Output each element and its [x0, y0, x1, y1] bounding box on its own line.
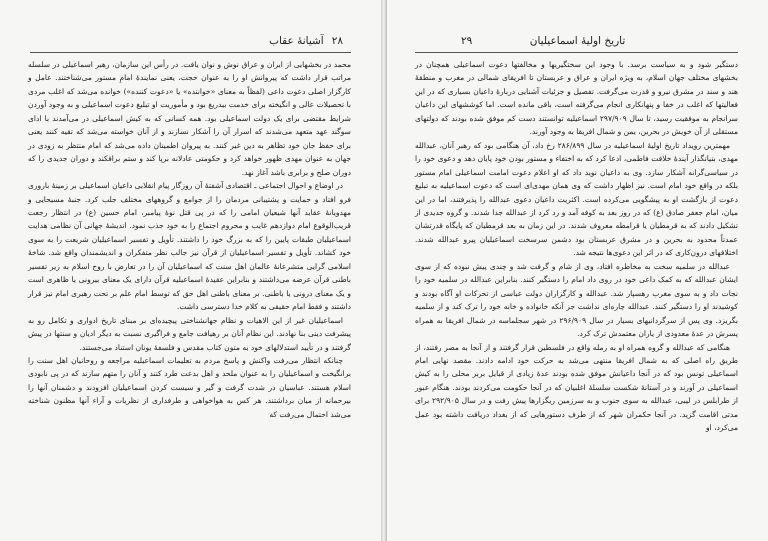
right-paragraph-4: هنگامی که عبدالله و گروه همراه او به رمله واقع در فلسطین قرار گرفتند و از آنجا به مصر رفتند، از طریق راه اصلی که به شمال افریقا منتهی می‌شد به حرکت خود ادامه دادند. مقصد نهایی امام اسماعیلی تونس بود که در آنجا داعیانش موفق شده بودند عدهٔ زیادی از قبایل بربر محلی را به کیش اسماعیلی در آورند و در آستانهٔ شکست سلسلهٔ اغلبیان که در آنجا حکومت می‌کردند بودند. هنگام عبور از طرابلس در لیبی، عبدالله به سوی جنوب و به سرزمین ریگزارها پیش رفت و در سال ۲۹۲/۹۰۵ برای مدتی اقامت گزید. در آنجا حکمران شهر که از طرف دستورهایی که از بغداد دریافت داشته بود عمل می‌کرد، او: [415, 342, 738, 433]
left-paragraph-2: در اوضاع و احوال اجتماعی ـ اقتصادی آشفتهٔ آن روزگار پیام انقلابی داعیان اسماعیلی بر زمینهٔ باروری فرو افتاد و حمایت و پشتیبانی مردمان را از جوامع و گروههای مختلف جلب کرد. جنبهٔ مسیحایی و مهدویانهٔ عقاید آنها شیعیان امامی را که در پی قتل نوهٔ پیامبر، امام حسین (ع) در انتظار رجعت قریب‌الوقوع امام دوازدهم غایب و محروم اجتماع را به خود جذب نمود. اندیشهٔ جهانی آن نظامی هدایت اسماعیلیان طبقات پایین را که به بزرگ خود را داشتند. تأویل و تفسیر اسماعیلیان شریعت را به سوی خود کشاند. تأویل و تفسیر اسماعیلیان از قرآن نیز جالب نظر متفکران و اندیشمندان واقع شد. شاخهٔ اسلامی گرایی متشرعانهٔ عالمان اهل سنت که اسماعیلیان آن را در تعارض با روح اسلام به زیر تفسیر باطنی قرآن عرضه می‌داشتند و بنابراین عقیدهٔ اسماعیلیه قرآن دارای یک معنای بیرونی یا ظاهری است و یک معنای درونی یا باطنی. بر معنای باطنی اهل حق که توسط امام علم بر تحت رهبری امام نیز قرار داشتند و فقط امام حقیقی به کلام خدا دسترسی داشت.: [28, 181, 351, 312]
left-running-head: [269, 34, 343, 48]
left-page-number: ۲۸: [331, 35, 343, 47]
left-paragraph-1: محمد در بخشهایی از ایران و عراق نوش و نوان یافت. در رأس این سازمان، رهبر اسماعیلی در سلسله مراتب قرار داشت که پیروانش او را به عنوان حجت، یعنی نمایندهٔ امامِ مستور می‌شناختند. عامل و کارگزار اصلی دعوت داعی (لفظاً به معنای «خواننده» یا «دعوت کننده») خوانده می‌شد که اغلب مردی با تحصیلات عالی و انگیخته برای خدمت بیدریغ بود و مأموریت او تبلیغ دعوت اسماعیلی و به وجود آوردن شرایط مقتضی برای یک دولت اسماعیلی بود. همه کسانی که به کیش اسماعیلی در می‌آمدند با ادای سوگند عهد متعهد می‌شدند که اسرار آن را آشکار نسازند و از آنان خواسته می‌شد که تقیه کنند یعنی برای حفظ جان خود تظاهر به دین غیر کنند. به پیروان اطمینان داده می‌شد که امام منتظر به زودی در جهان به عنوان مهدی ظهور خواهد کرد و حکومتی عادلانه برپا کند و ستم برافکند و دوران جدیدی را که دوران صلح و برابری باشد آغاز نهد.: [28, 60, 351, 177]
right-body-text: [415, 58, 738, 435]
right-header-rule: [415, 52, 738, 53]
right-page: [387, 0, 768, 541]
right-page-number: ۲۹: [461, 35, 473, 47]
right-paragraph-1: دستگیر شود و به سیاست برسد. با وجود این سختگیریها و مخالفتها دعوت اسماعیلی همچنان در بخشهای مختلف جهان اسلام، به ویژه ایران و عراق و عربستان تا افریقای شمالی در مغرب و منطقهٔ هند و سند در مشرق نیرو و قدرت می‌گرفت. تفصیل و جزئیات آشنایی دربارهٔ داعیان بسیاری که در این فعالیتها که اغلب در خفا و پنهانکاری انجام می‌گرفته است، باقی مانده است. اما کوششهای این داعیان سرانجام به موفقیت رسید، تا سال ۲۹۷/۹۰۹ اسماعیلیه توانستند دست کم موفق شده بودند که دولتهای مستقلی از آن خویش در بحرین، یمن و شمال افریقا به وجود آورند.: [415, 60, 738, 137]
right-paragraph-3: عبدالله در سلمیه سخت به مخاطره افتاد، وی از شام و گرفت شد و چندی پیش نبوده که از سوی ایشان عبدالله که به کمک داعی خود در روی داد امام را دستگیر کنند. بنابراین عبدالله در سلمیه خود را نجات داد و به سوی مغرب رهسپار شد. عبدالله و کارگزاران دولت عباسی از تحرکات او آگاه بودند و کوشیدند او را دستگیر کنند. عبدالله چاره‌ای نداشت جز آنکه خانواده و خانه خود را ترک کند و از سلمیه بگریزد. وی پس از سرگردانیهای بسیار در سال ۲۹۶/۹۰۹ در شهر سجلماسه در شمال افریقا به همراه پسرش در عدهٔ معدودی از یاران معتمدش ترک کرد.: [415, 261, 738, 339]
right-paragraph-2: مهمترین رویداد تاریخ اولیهٔ اسماعیلیه در سال ۲۸۶/۸۹۹ رخ داد، آن هنگامی بود که رهبر آنان، عبدالله مهدی، بنیانگذار آیندهٔ خلافت فاطمی، ادعا کرد که به اختفاء و مستور بودن خود پایان دهد و دعوی خود را در سیاسی‌گرانه آشکار سازد. وی به داعیان نوید داد که او اعلام دعوت امامت اسماعیلی امام مستور بلکه در واقع خود امام است. نیز اظهار داشت که وی همان مهدی‌ای است که دعوت اسماعیلیه به تبلیغ دعوت از بازگشت او به پیشگویی می‌کرده است. اکثریت داعیان دعوی عبدالله را پذیرفتند، اما در این میان، امام جعفر صادق (ع) که در روز بعد به کوفه آمد و رد کرد از عبدالله جدا شدند. و گروه جدیدی از تشکیل دادند که به قرمطیان یا قرامطه معروف شدند. در این زمان به بعد قرمطیان که پایگاه قدرتشان عمدتاً محدود به بحرین و در مشرق عربستان بود دشمن سرسخت اسماعیلیان پیرو عبدالله شدند. اختلافهای درون‌کاری که در اثر این دعوی‌ها نتیجه شد.: [415, 140, 738, 258]
left-page: [0, 0, 381, 541]
left-body-text: [28, 58, 351, 421]
left-paragraph-3: اسماعیلیان غیر از این الاهیات و نظام جهانشناختی پیچیده‌ای بر مبنای تاریخ ادواری و تکامل رو به پیشرفت دینی بنا نهادند. این نظام آنان بر رهیافت جامع و فراگیری نسبت به دیگر ادیان و سنتها در پیش گرفتند و در تأیید استدلالهای خود به متون کتاب مقدس و فلسفهٔ یونان استناد می‌جستند.: [28, 315, 351, 352]
right-running-head: [387, 34, 768, 48]
left-paragraph-4: چنانکه انتظار می‌رفت واکنش و پاسخ مردم به تعلیمات اسماعیلیه مراجعه و روحانیان اهل سنت را برانگیخت و اسماعیلیان را به عنوان ملحد و اهل بدعت طرد کنند و آنان را متهم سازند که در پی نابودی اسلام هستند. عباسیان در شدت گرفت و گیر و سیست کردن اسماعیلیان افزودند و دشمنان آنها را بیرحمانه از میان برداشتند. هر کس به هواخواهی و طرفداری از نظریات و آراء آنها مظنون شناخته می‌شد احتمال می‌رفت که: [28, 355, 351, 419]
right-running-title: تاریخ اولیهٔ اسماعیلیان: [529, 35, 626, 47]
left-running-title: آشیانهٔ عقاب: [269, 35, 324, 47]
left-header-rule: [30, 52, 351, 53]
